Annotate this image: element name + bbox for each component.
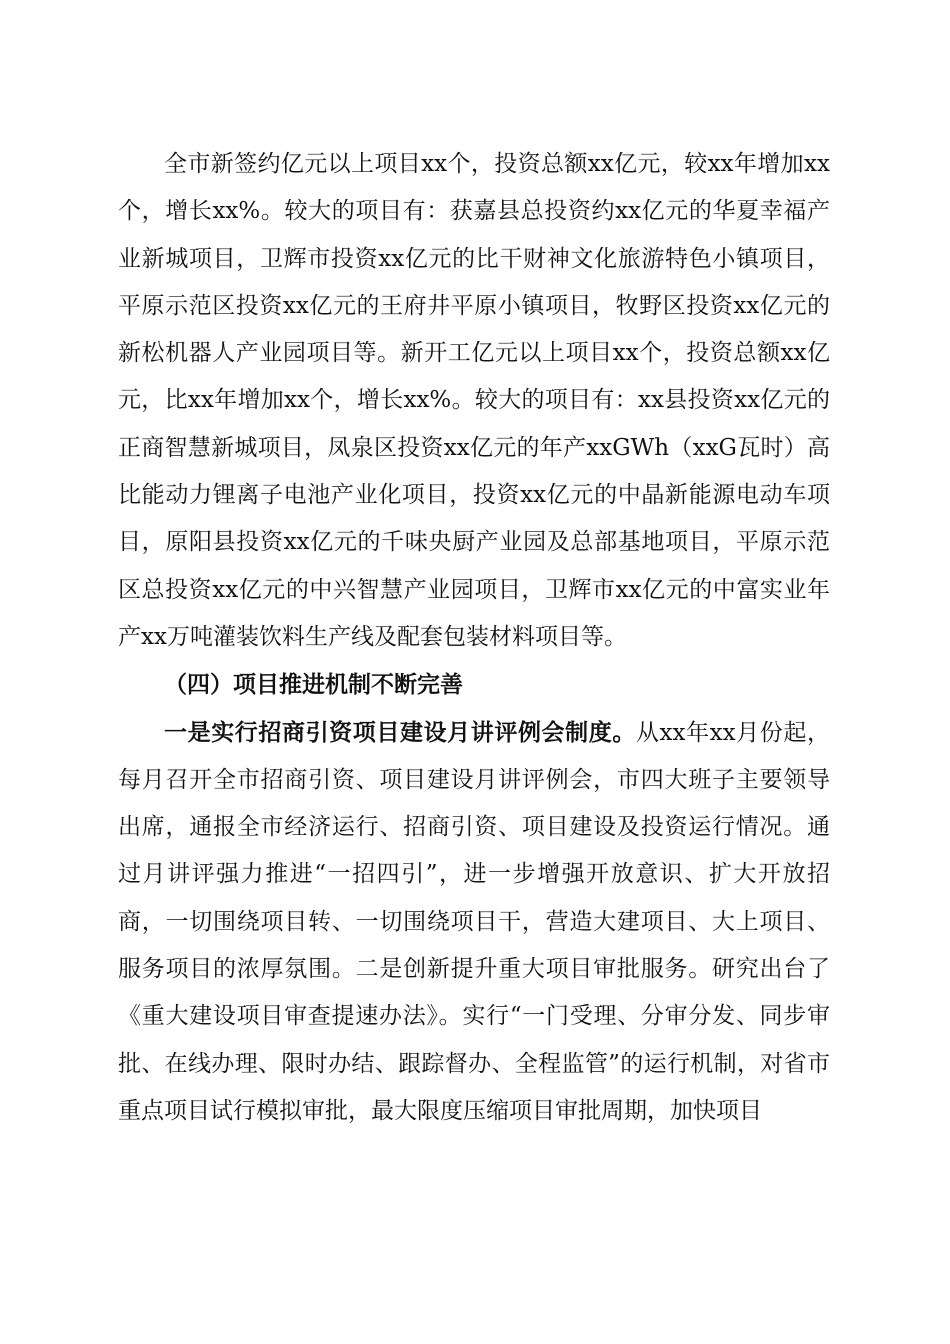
paragraph-mechanism <box>118 709 830 1136</box>
document-body <box>118 141 830 1135</box>
paragraph-project-signing: 全市新签约亿元以上项目xx个，投资总额xx亿元，较xx年增加xx个，增长xx%。较大的项目有：获嘉县总投资约xx亿元的华夏幸福产业新城项目，卫辉市投资xx亿元的比干财神文化旅游特色小镇项目，平原示范区投资xx亿元的王府井平原小镇项目，牧野区投资xx亿元的新松机器人产业园项目等。新开工亿元以上项目xx个，投资总额xx亿元，比xx年增加xx个，增长xx%。较大的项目有：xx县投资xx亿元的正商智慧新城项目，凤泉区投资xx亿元的年产xxGWh（xxG瓦时）高比能动力锂离子电池产业化项目，投资xx亿元的中晶新能源电动车项目，原阳县投资xx亿元的千味央厨产业园及总部基地项目，平原示范区总投资xx亿元的中兴智慧产业园项目，卫辉市xx亿元的中富实业年产xx万吨灌装饮料生产线及配套包装材料项目等。 <box>118 151 830 650</box>
paragraph-lead-sentence: 一是实行招商引资项目建设月讲评例会制度。 <box>164 718 636 746</box>
section-heading: （四）项目推进机制不断完善 <box>164 671 463 699</box>
paragraph-body-text: 从xx年xx月份起，每月召开全市招商引资、项目建设月讲评例会，市四大班子主要领导出席，通报全市经济运行、招商引资、项目建设及投资运行情况。通过月讲评强力推进“一招四引”，进一步增强开放意识、扩大开放招商，一切围绕项目转、一切围绕项目干，营造大建项目、大上项目、服务项目的浓厚氛围。二是创新提升重大项目审批服务。研究出台了《重大建设项目审查提速办法》。实行“一门受理、分审分发、同步审批、在线办理、限时办结、跟踪督办、全程监管”的运行机制，对省市重点项目试行模拟审批，最大限度压缩项目审批周期，加快项目 <box>118 719 830 1124</box>
